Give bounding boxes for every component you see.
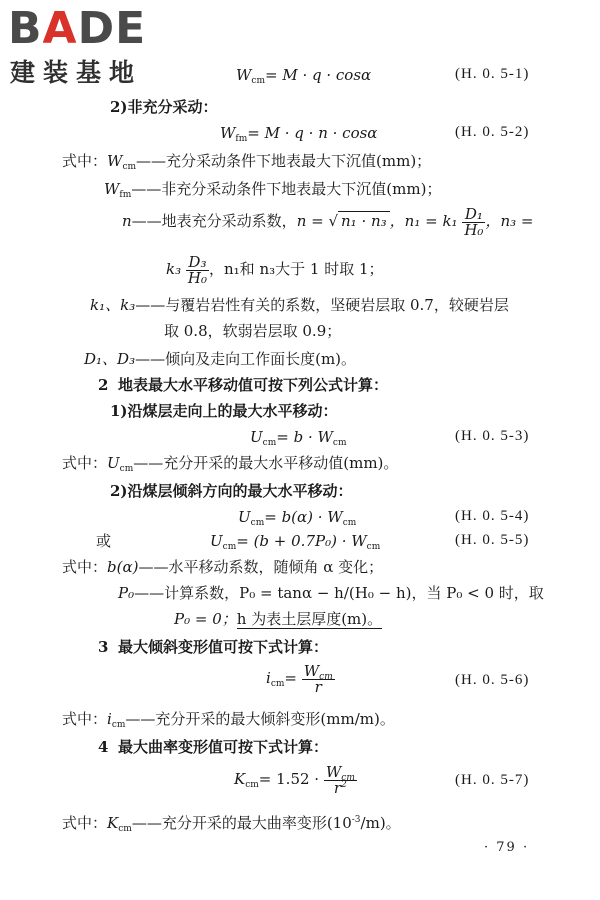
- section-2-heading: 2 地表最大水平移动值可按下列公式计算：: [98, 376, 388, 394]
- equation-number: (H. 0. 5-4): [455, 508, 530, 524]
- definition-k-cont: 取 0.8，软弱岩层取 0.9；: [164, 322, 342, 340]
- equation-h055: $U_{cm}= (b + 0.7P_0) \cdot W_{cm}$: [210, 532, 381, 552]
- equation-number: (H. 0. 5-1): [455, 66, 530, 82]
- equation-number: (H. 0. 5-3): [455, 428, 530, 444]
- equation-h054: $U_{cm}= b(\alpha) \cdot W_{cm}$: [238, 508, 357, 528]
- item-label: 2)沿煤层倾斜方向的最大水平移动：: [110, 482, 353, 500]
- equation-h052: $W_{fm}= M \cdot q \cdot n \cdot \cos\alpha$: [220, 124, 378, 144]
- equation-h053: $U_{cm}= b \cdot W_{cm}$: [250, 428, 347, 448]
- or-label: 或: [96, 532, 112, 550]
- item-label: 1)沿煤层走向上的最大水平移动：: [110, 402, 338, 420]
- equation-number: (H. 0. 5-2): [455, 124, 530, 140]
- definition-p0: P₀——计算系数，P₀ = tanα − h/(H₀ − h)，当 P₀ < 0 时，取: [118, 584, 544, 602]
- equation-h051: $W_{cm}= M \cdot q \cdot \cos\alpha$: [236, 66, 372, 86]
- definition-wcm: 式中：$W_{cm}——$充分采动条件下地表最大下沉值(mm)；: [62, 152, 432, 172]
- section-4-heading: 4 最大曲率变形值可按下式计算：: [98, 738, 328, 756]
- definition-icm: 式中：$i_{cm}——$充分开采的最大倾斜变形(mm/m)。: [62, 710, 395, 730]
- definition-kcm: 式中：$K_{cm}——$充分开采的最大曲率变形$(10^{-3}/m)$。: [62, 814, 401, 834]
- equation-h056: $i_{cm}=$ $\frac{W_{cm}}{r}$: [266, 661, 333, 696]
- equation-h057: $K_{cm}= 1.52$ · $\frac{W_{cm}}{r^2}$: [234, 762, 355, 797]
- equation-number: (H. 0. 5-6): [455, 672, 530, 688]
- definition-n: n——地表充分采动系数，n = √ n₁ · n₃ ，n₁ = k₁ $\frac{\text{D₁}}{\text{H₀}}$ ，n₃ =: [122, 204, 534, 239]
- definition-ucm: 式中：$U_{cm}——$充分开采的最大水平移动值(mm)。: [62, 454, 399, 474]
- item-label: 2)非充分采动：: [110, 98, 218, 116]
- section-3-heading: 3 最大倾斜变形值可按下式计算：: [98, 638, 328, 656]
- equation-number: (H. 0. 5-5): [455, 532, 530, 548]
- page-number: · 79 ·: [484, 840, 530, 855]
- definition-k: k₁、k₃——与覆岩岩性有关的系数，坚硬岩层取 0.7，较硬岩层: [90, 296, 509, 314]
- definition-d: D₁、D₃——倾向及走向工作面长度(m)。: [84, 350, 357, 368]
- logo-chinese: 建装基地: [10, 58, 143, 87]
- logo-wordmark: BADE: [8, 3, 147, 54]
- logo: [8, 4, 174, 94]
- definition-p0-cont: P₀ = 0；h 为表土层厚度(m)。: [174, 610, 383, 628]
- definition-wfm: $W_{fm}——$非充分采动条件下地表最大下沉值(mm)；: [104, 180, 442, 200]
- equation-number: (H. 0. 5-7): [455, 772, 530, 788]
- definition-n-cont: k₃ $\frac{\text{D₃}}{\text{H₀}}$ ，n₁和 n₃大于 1 时取 1；: [166, 252, 384, 287]
- definition-b: 式中：b(α)——水平移动系数，随倾角 α 变化；: [62, 558, 384, 576]
